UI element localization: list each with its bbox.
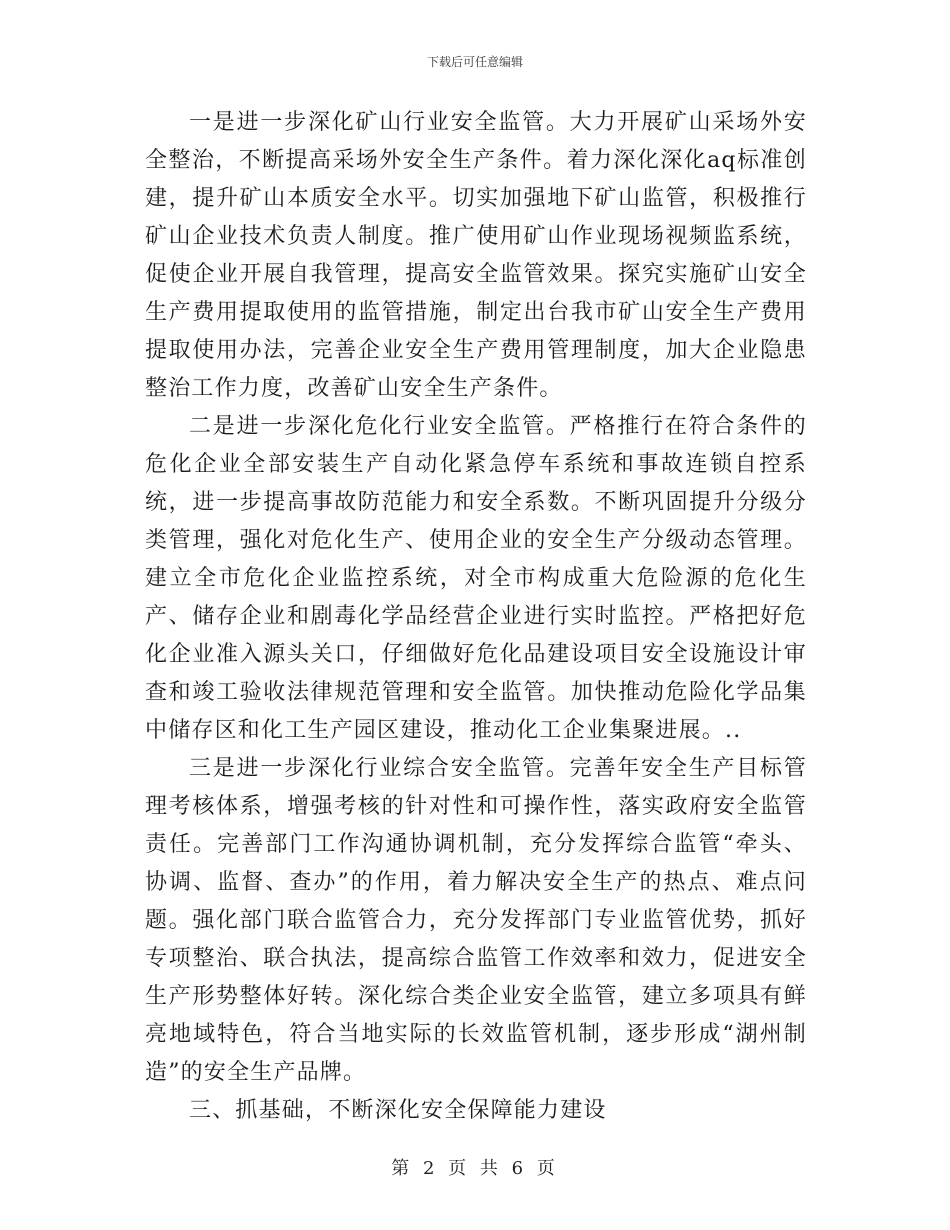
paragraph-mining-supervision: 一是进一步深化矿山行业安全监管。大力开展矿山采场外安全整治，不断提高采场外安全生产条件。着力深化深化aq标准创建，提升矿山本质安全水平。切实加强地下矿山监管，积极推行矿山企业技术负责人制度。推广使用矿山作业现场视频监系统，促使企业开展自我管理，提高安全监管效果。探究实施矿山安全生产费用提取使用的监管措施，制定出台我市矿山安全生产费用提取使用办法，完善企业安全生产费用管理制度，加大企业隐患整治工作力度，改善矿山安全生产条件。 [145,110,807,401]
page-number: 第 2 页 共 6 页 [391,1158,559,1179]
paragraph-hazardous-chemicals-supervision: 二是进一步深化危化行业安全监管。严格推行在符合条件的危化企业全部安装生产自动化紧急停车系统和事故连锁自控系统，进一步提高事故防范能力和安全系数。不断巩固提升分级分类管理，强化对危化生产、使用企业的安全生产分级动态管理。建立全市危化企业监控系统，对全市构成重大危险源的危化生产、储存企业和剧毒化学品经营企业进行实时监控。严格把好危化企业准入源头关口，仔细做好危化品建设项目安全设施设计审查和竣工验收法律规范管理和安全监管。加快推动危险化学品集中储存区和化工生产园区建设，推动化工企业集聚进展。.. [145,414,807,743]
section-heading-safety-capacity: 三、抓基础，不断深化安全保障能力建设 [189,1098,607,1123]
document-body [145,104,807,1130]
page-header-note: 下载后可任意编辑 [426,55,523,69]
paragraph-comprehensive-supervision: 三是进一步深化行业综合安全监管。完善年安全生产目标管理考核体系，增强考核的针对性和可操作性，落实政府安全监管责任。完善部门工作沟通协调机制，充分发挥综合监管“牵头、协调、监督、查办”的作用，着力解决安全生产的热点、难点问题。强化部门联合监管合力，充分发挥部门专业监管优势，抓好专项整治、联合执法，提高综合监管工作效率和效力，促进安全生产形势整体好转。深化综合类企业安全监管，建立多项具有鲜亮地域特色，符合当地实际的长效监管机制，逐步形成“湖州制造”的安全生产品牌。 [145,756,807,1085]
